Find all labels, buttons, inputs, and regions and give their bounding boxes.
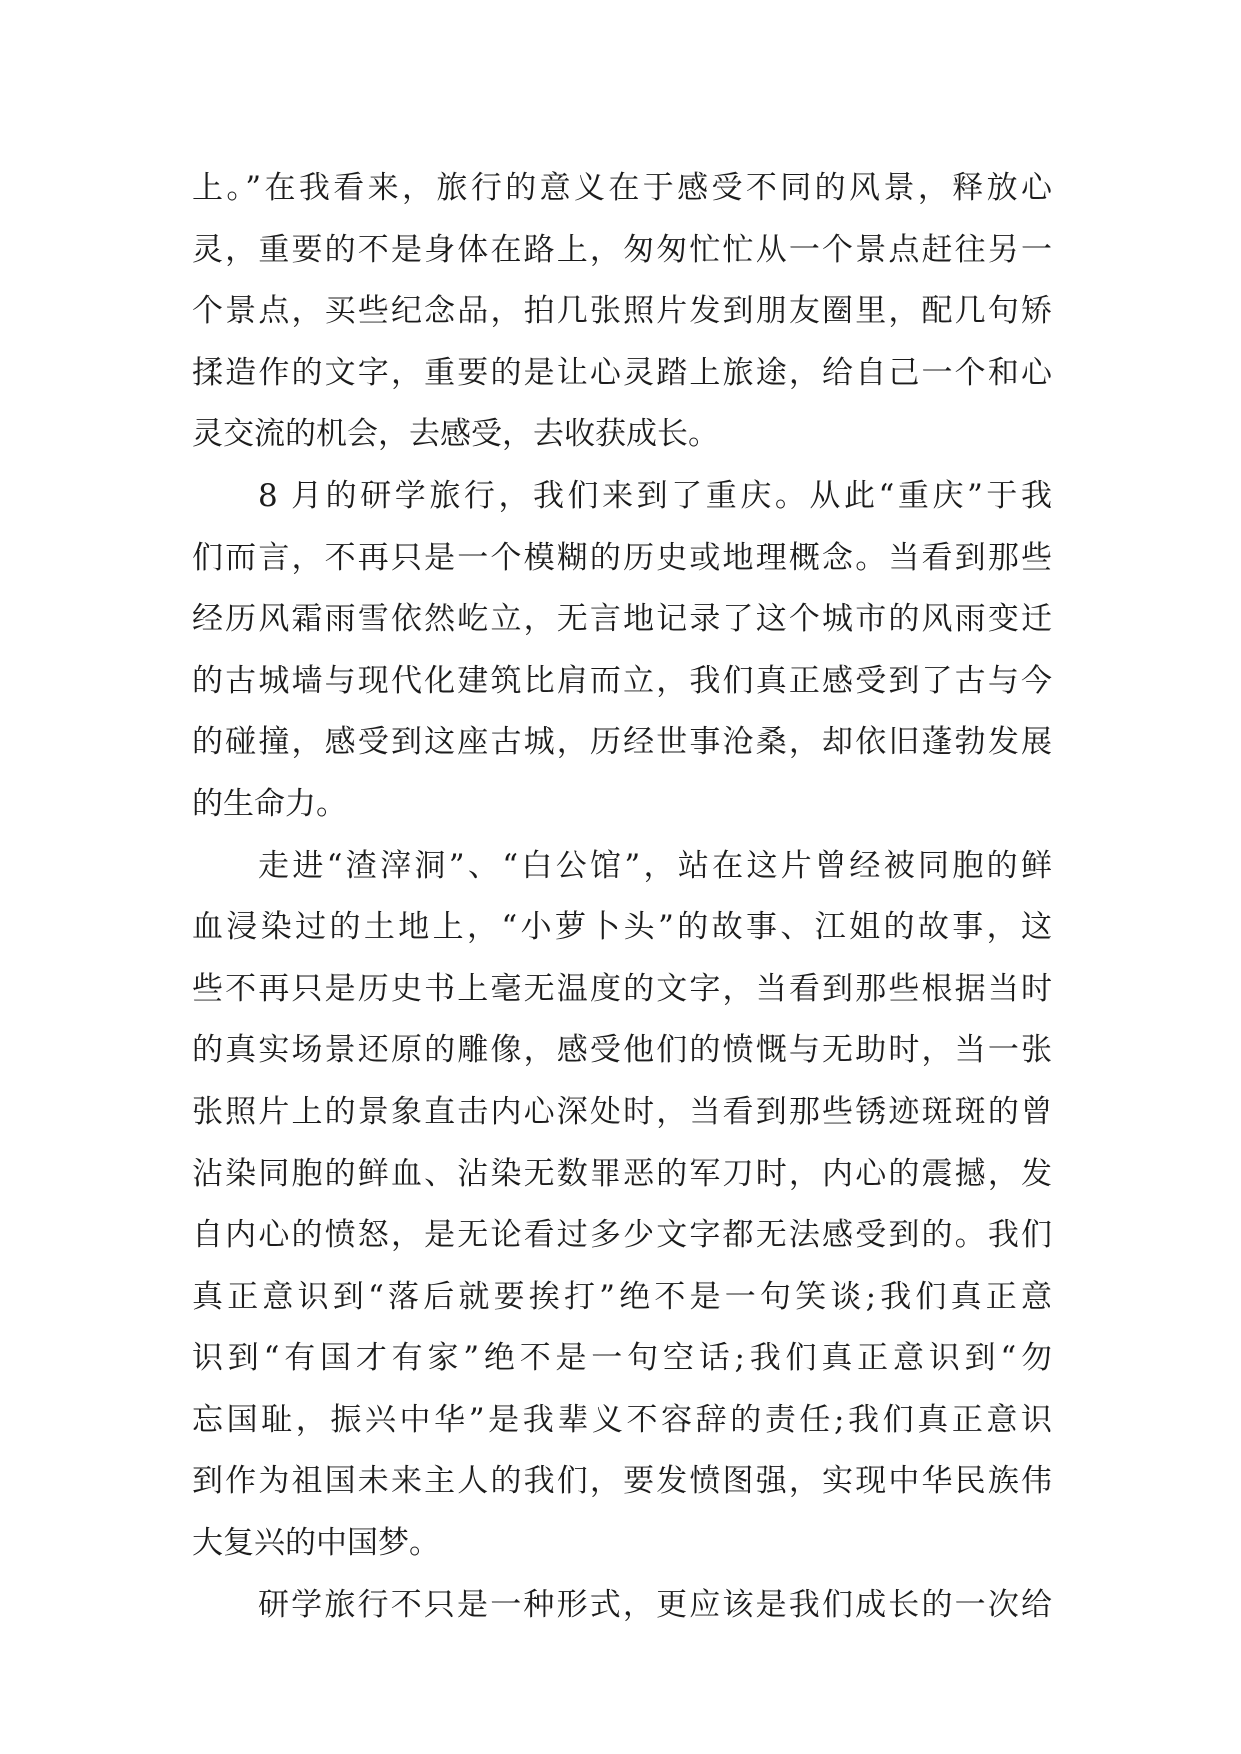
text-line: 的古城墙与现代化建筑比肩而立，我们真正感受到了古与今 bbox=[192, 662, 1052, 699]
text-line: 们而言，不再只是一个模糊的历史或地理概念。当看到那些 bbox=[192, 539, 1052, 576]
text-line: 沾染同胞的鲜血、沾染无数罪恶的军刀时，内心的震撼，发 bbox=[192, 1155, 1052, 1192]
text-line: 识到“有国才有家”绝不是一句空话;我们真正意识到“勿 bbox=[192, 1340, 1052, 1377]
text-line: 研学旅行不只是一种形式，更应该是我们成长的一次给 bbox=[258, 1586, 1052, 1623]
text-line: 经历风霜雨雪依然屹立，无言地记录了这个城市的风雨变迁 bbox=[192, 601, 1052, 638]
text-line: 忘国耻，振兴中华”是我辈义不容辞的责任;我们真正意识 bbox=[192, 1401, 1052, 1438]
text-line: 真正意识到“落后就要挨打”绝不是一句笑谈;我们真正意 bbox=[192, 1278, 1052, 1315]
text-line: 自内心的愤怒，是无论看过多少文字都无法感受到的。我们 bbox=[192, 1217, 1052, 1254]
text-line: 灵，重要的不是身体在路上，匆匆忙忙从一个景点赶往另一 bbox=[192, 231, 1052, 268]
text-line: 的生命力。 bbox=[192, 785, 347, 822]
text-line: 上。”在我看来，旅行的意义在于感受不同的风景，释放心 bbox=[192, 170, 1052, 206]
text-line: 张照片上的景象直击内心深处时，当看到那些锈迹斑斑的曾 bbox=[192, 1093, 1052, 1130]
text-line: 的真实场景还原的雕像，感受他们的愤慨与无助时，当一张 bbox=[192, 1032, 1052, 1069]
text-line: 揉造作的文字，重要的是让心灵踏上旅途，给自己一个和心 bbox=[192, 354, 1052, 391]
body-text bbox=[192, 158, 1052, 1636]
text-line: 的碰撞，感受到这座古城，历经世事沧桑，却依旧蓬勃发展 bbox=[192, 724, 1052, 761]
text-line: 些不再只是历史书上毫无温度的文字，当看到那些根据当时 bbox=[192, 970, 1052, 1007]
text-line: 血浸染过的土地上，“小萝卜头”的故事、江姐的故事，这 bbox=[192, 909, 1052, 946]
text-line: 8 月的研学旅行，我们来到了重庆。从此“重庆”于我 bbox=[258, 477, 1052, 514]
text-line: 大复兴的中国梦。 bbox=[192, 1525, 440, 1562]
text-line: 走进“渣滓洞”、“白公馆”，站在这片曾经被同胞的鲜 bbox=[258, 847, 1052, 884]
text-line: 到作为祖国未来主人的我们，要发愤图强，实现中华民族伟 bbox=[192, 1463, 1052, 1500]
text-line: 个景点，买些纪念品，拍几张照片发到朋友圈里，配几句矫 bbox=[192, 293, 1052, 330]
text-line: 灵交流的机会，去感受，去收获成长。 bbox=[192, 416, 719, 453]
